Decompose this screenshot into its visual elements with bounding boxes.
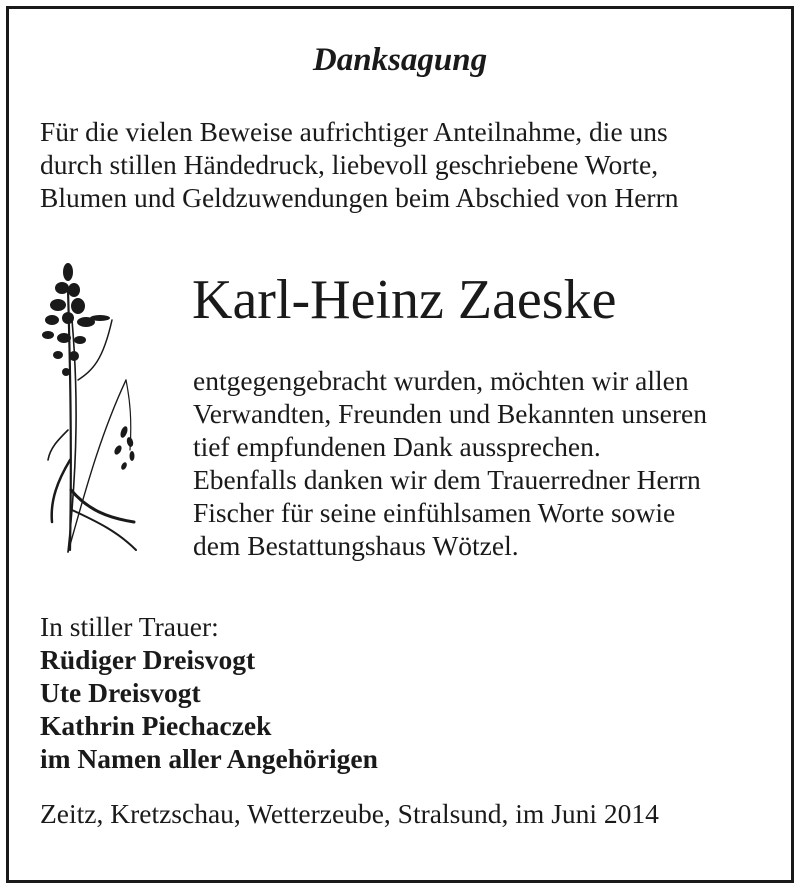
intro-text bbox=[40, 115, 780, 214]
mourner-list bbox=[40, 643, 378, 775]
deceased-name: Karl-Heinz Zaeske bbox=[192, 269, 617, 331]
intro-line: Für die vielen Beweise aufrichtiger Anteilnahme, die uns bbox=[40, 116, 668, 147]
thanks-text bbox=[193, 364, 773, 562]
mourning-label: In stiller Trauer: bbox=[40, 611, 219, 642]
mourners-block bbox=[40, 610, 378, 775]
mourner-name: Ute Dreisvogt bbox=[40, 677, 201, 708]
mourner-name: Rüdiger Dreisvogt bbox=[40, 644, 256, 675]
intro-line: durch stillen Händedruck, liebevoll geschriebene Worte, bbox=[40, 149, 659, 180]
place-date: Zeitz, Kretzschau, Wetterzeube, Stralsund, im Juni 2014 bbox=[40, 798, 659, 829]
thanks-line: dem Bestattungshaus Wötzel. bbox=[193, 530, 519, 561]
thanks-line: Ebenfalls danken wir dem Trauerredner Herrn bbox=[193, 464, 701, 495]
grass-plant-icon bbox=[38, 260, 148, 560]
mourner-name: im Namen aller Angehörigen bbox=[40, 743, 378, 774]
notice-title: Danksagung bbox=[312, 42, 488, 78]
thanks-line: tief empfundenen Dank aussprechen. bbox=[193, 431, 601, 462]
mourner-name: Kathrin Piechaczek bbox=[40, 710, 272, 741]
thanks-line: entgegengebracht wurden, möchten wir allen bbox=[193, 365, 689, 396]
intro-line: Blumen und Geldzuwendungen beim Abschied von Herrn bbox=[40, 182, 679, 213]
thanks-line: Verwandten, Freunden und Bekannten unseren bbox=[193, 398, 707, 429]
thanks-line: Fischer für seine einfühlsamen Worte sowie bbox=[193, 497, 676, 528]
